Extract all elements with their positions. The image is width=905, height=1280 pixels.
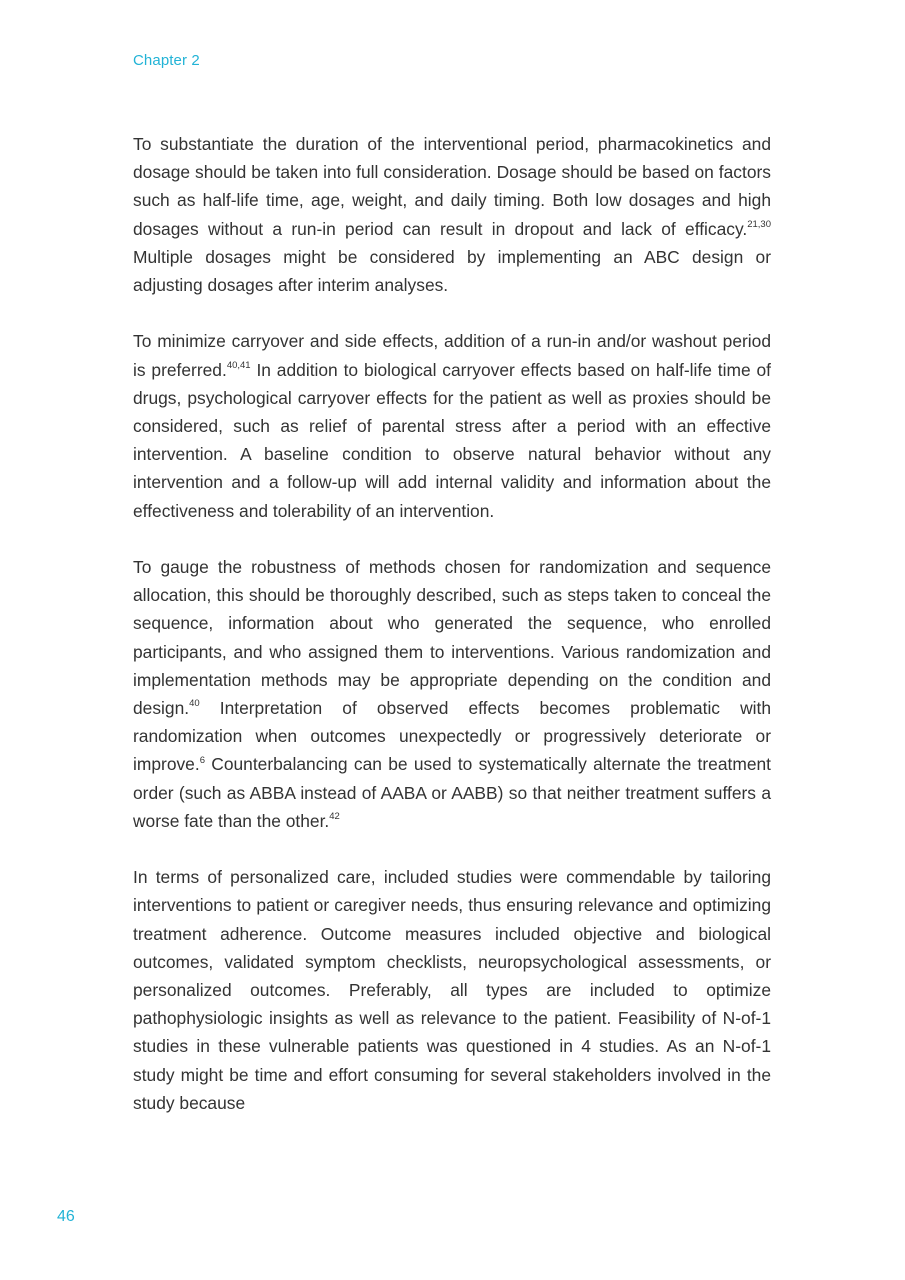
page-number: 46 — [57, 1208, 75, 1225]
chapter-header: Chapter 2 — [133, 52, 200, 69]
citation-ref: 6 — [199, 754, 205, 766]
text-segment: In addition to biological carryover effects based on half-life time of drugs, psychological carryover effects for the patient as well as proxies should be considered, such as relief of parental stress after a period with an effective intervention. A baseline condition to observe natural behavior without any intervention and a follow-up will add internal validity and information about the effectiveness and tolerability of an intervention. — [133, 359, 771, 521]
citation-ref: 21,30 — [747, 218, 771, 230]
text-segment: Counterbalancing can be used to systematically alternate the treatment order (such as ABBA instead of AABA or AABB) so that neither treatment suffers a worse fate than the other. — [133, 754, 771, 831]
body-text — [133, 130, 771, 1145]
text-segment: In terms of personalized care, included studies were commendable by tailoring interventions to patient or caregiver needs, thus ensuring relevance and optimizing treatment adherence. Outcome measures included objective and biological outcomes, validated symptom checklists, neuropsychological assessments, or personalized outcomes. Preferably, all types are included to optimize pathophysiologic insights as well as relevance to the patient. Feasibility of N-of-1 studies in these vulnerable patients was questioned in 4 studies. As an N-of-1 study might be time and effort consuming for several stakeholders involved in the study because — [133, 867, 771, 1113]
text-segment: Interpretation of observed effects becomes problematic with randomization when outcomes unexpectedly or progressively deteriorate or improve. — [133, 698, 771, 775]
citation-ref: 40,41 — [226, 359, 251, 371]
paragraph-carryover — [133, 327, 771, 524]
paragraph-randomization — [133, 553, 771, 835]
text-segment: To gauge the robustness of methods chosen for randomization and sequence allocation, this should be thoroughly described, such as steps taken to conceal the sequence, information about who generated the sequence, who enrolled participants, and who assigned them to interventions. Various randomization and implementation methods may be appropriate depending on the condition and design. — [133, 557, 771, 719]
text-segment: To substantiate the duration of the interventional period, pharmacokinetics and dosage should be taken into full consideration. Dosage should be based on factors such as half-life time, age, weight, and daily timing. Both low dosages and high dosages without a run-in period can result in dropout and lack of efficacy. — [133, 134, 771, 239]
text-segment: Multiple dosages might be considered by implementing an ABC design or adjusting dosages after interim analyses. — [133, 246, 771, 296]
text-segment: To minimize carryover and side effects, addition of a run-in and/or washout period is preferred. — [133, 331, 771, 380]
paragraph-dosage — [133, 130, 771, 299]
citation-ref: 42 — [329, 811, 340, 823]
paragraph-personalized-care — [133, 863, 771, 1117]
citation-ref: 40 — [189, 698, 200, 710]
